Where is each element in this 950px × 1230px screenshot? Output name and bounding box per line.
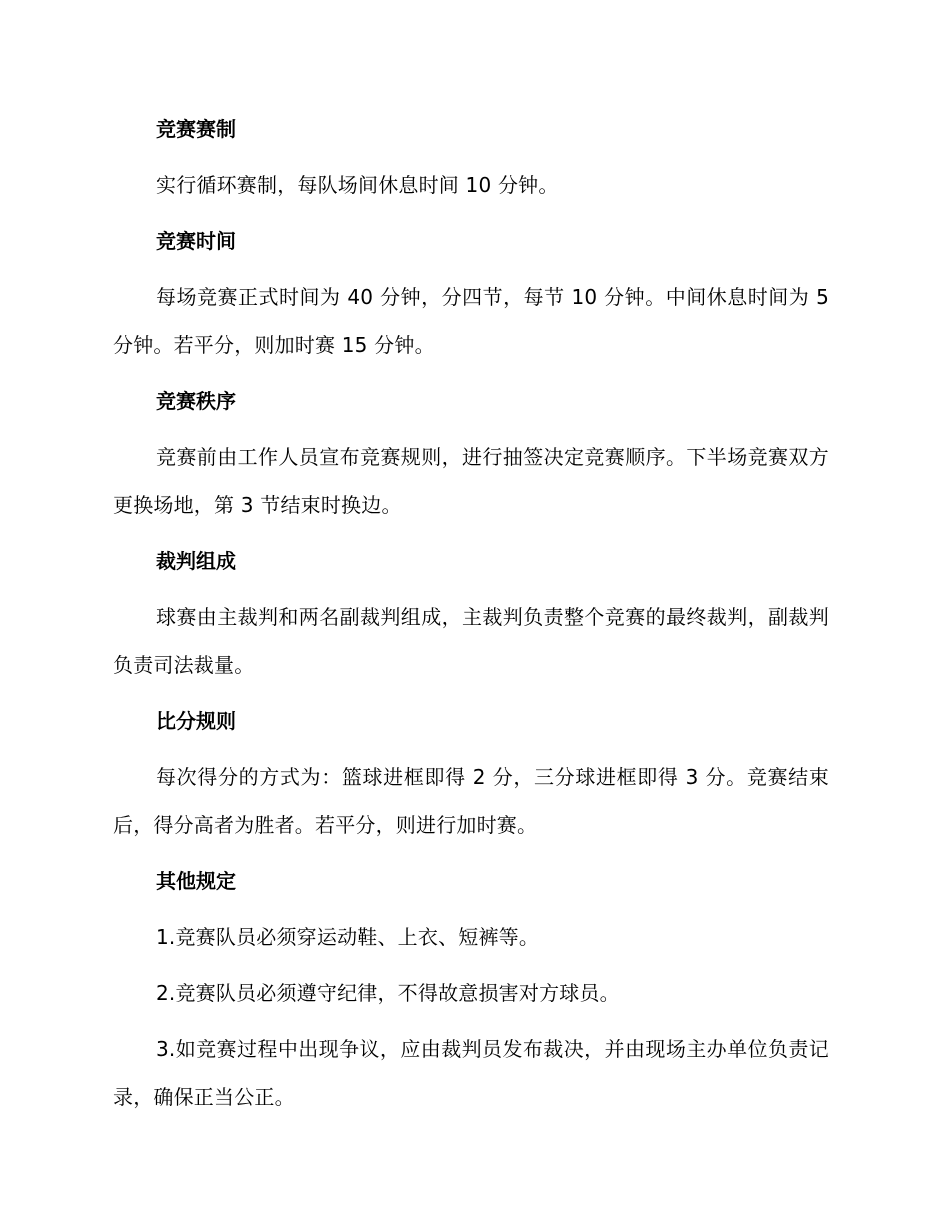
section-title: 竞赛赛制 bbox=[156, 117, 236, 141]
document-page bbox=[113, 105, 829, 1129]
paragraph: 竞赛前由工作人员宣布竞赛规则，进行抽签决定竞赛顺序。下半场竞赛双方更换场地，第 3 节结束时换边。 bbox=[113, 445, 829, 517]
section-title: 竞赛时间 bbox=[156, 229, 236, 253]
section-other-rules bbox=[113, 857, 829, 1121]
section-title: 裁判组成 bbox=[156, 549, 236, 573]
section-referees bbox=[113, 537, 829, 689]
section-format bbox=[113, 105, 829, 209]
rule-item: 1.竞赛队员必须穿运动鞋、上衣、短裤等。 bbox=[156, 925, 540, 949]
section-time bbox=[113, 217, 829, 369]
paragraph: 每场竞赛正式时间为 40 分钟，分四节，每节 10 分钟。中间休息时间为 5 分钟。若平分，则加时赛 15 分钟。 bbox=[113, 285, 829, 357]
paragraph: 每次得分的方式为：篮球进框即得 2 分，三分球进框即得 3 分。竞赛结束后，得分高者为胜者。若平分，则进行加时赛。 bbox=[113, 765, 829, 837]
rule-item: 3.如竞赛过程中出现争议，应由裁判员发布裁决，并由现场主办单位负责记录，确保正当公正。 bbox=[113, 1037, 829, 1109]
paragraph: 实行循环赛制，每队场间休息时间 10 分钟。 bbox=[156, 173, 559, 197]
rule-item: 2.竞赛队员必须遵守纪律，不得故意损害对方球员。 bbox=[156, 981, 620, 1005]
paragraph: 球赛由主裁判和两名副裁判组成，主裁判负责整个竞赛的最终裁判，副裁判负责司法裁量。 bbox=[113, 605, 829, 677]
section-title: 竞赛秩序 bbox=[156, 389, 236, 413]
section-title: 其他规定 bbox=[156, 869, 236, 893]
section-scoring bbox=[113, 697, 829, 849]
section-order bbox=[113, 377, 829, 529]
section-title: 比分规则 bbox=[156, 709, 236, 733]
